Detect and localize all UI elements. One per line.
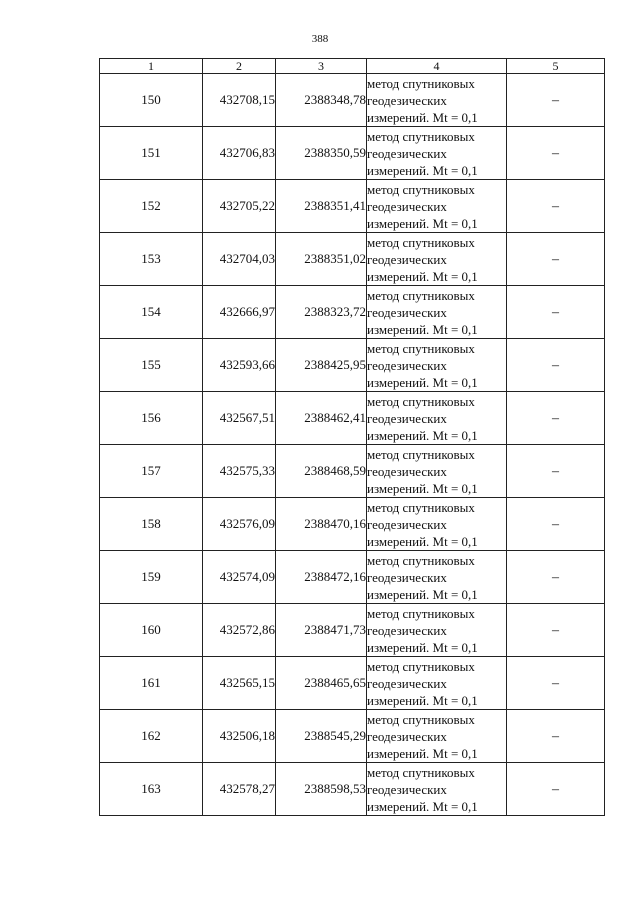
dash-mark: – [552,198,559,214]
method-cell [367,286,507,339]
method-line: геодезических [367,145,447,161]
method-cell [367,763,507,816]
point-number-cell: 158 [100,498,203,551]
y-coordinate-cell: 2388471,73 [276,604,367,657]
method-line: измерений. Mt = 0,1 [367,533,478,549]
method-cell [367,339,507,392]
header-col-4: 4 [367,59,507,74]
y-coordinate-cell: 2388351,02 [276,233,367,286]
point-number-cell: 162 [100,710,203,763]
method-line: геодезических [367,675,447,691]
note-cell [507,286,605,339]
method-cell [367,180,507,233]
method-line: измерений. Mt = 0,1 [367,268,478,284]
y-coordinate-cell: 2388470,16 [276,498,367,551]
method-line: геодезических [367,410,447,426]
method-line: измерений. Mt = 0,1 [367,692,478,708]
dash-mark: – [552,410,559,426]
method-line: геодезических [367,622,447,638]
table-row [100,180,605,233]
table-body [100,74,605,816]
y-coordinate-cell: 2388598,53 [276,763,367,816]
method-line: метод спутниковых [367,234,475,250]
point-number-cell: 154 [100,286,203,339]
note-cell [507,604,605,657]
note-cell [507,127,605,180]
x-coordinate-cell: 432704,03 [203,233,276,286]
point-number-cell: 157 [100,445,203,498]
x-coordinate-cell: 432576,09 [203,498,276,551]
method-line: геодезических [367,516,447,532]
method-cell [367,710,507,763]
header-row [100,59,605,74]
dash-mark: – [552,728,559,744]
method-line: геодезических [367,463,447,479]
method-line: измерений. Mt = 0,1 [367,745,478,761]
point-number-cell: 156 [100,392,203,445]
note-cell [507,339,605,392]
method-line: измерений. Mt = 0,1 [367,798,478,814]
note-cell [507,392,605,445]
x-coordinate-cell: 432574,09 [203,551,276,604]
method-cell [367,498,507,551]
point-number-cell: 151 [100,127,203,180]
method-line: измерений. Mt = 0,1 [367,374,478,390]
dash-mark: – [552,463,559,479]
dash-mark: – [552,357,559,373]
point-number-cell: 150 [100,74,203,127]
header-col-1: 1 [100,59,203,74]
dash-mark: – [552,622,559,638]
note-cell [507,74,605,127]
note-cell [507,710,605,763]
table-row [100,286,605,339]
x-coordinate-cell: 432578,27 [203,763,276,816]
point-number-cell: 155 [100,339,203,392]
method-line: геодезических [367,251,447,267]
table-row [100,392,605,445]
method-cell [367,657,507,710]
y-coordinate-cell: 2388348,78 [276,74,367,127]
method-cell [367,445,507,498]
method-line: геодезических [367,357,447,373]
header-col-3: 3 [276,59,367,74]
table-row [100,710,605,763]
method-line: геодезических [367,304,447,320]
method-line: геодезических [367,92,447,108]
method-cell [367,74,507,127]
dash-mark: – [552,569,559,585]
x-coordinate-cell: 432565,15 [203,657,276,710]
note-cell [507,763,605,816]
table-row [100,445,605,498]
method-line: геодезических [367,728,447,744]
table-row [100,657,605,710]
method-line: геодезических [367,569,447,585]
method-cell [367,604,507,657]
method-line: метод спутниковых [367,393,475,409]
method-line: метод спутниковых [367,340,475,356]
method-line: измерений. Mt = 0,1 [367,586,478,602]
method-line: метод спутниковых [367,764,475,780]
table-row [100,339,605,392]
method-line: измерений. Mt = 0,1 [367,109,478,125]
x-coordinate-cell: 432575,33 [203,445,276,498]
dash-mark: – [552,92,559,108]
y-coordinate-cell: 2388425,95 [276,339,367,392]
point-number-cell: 152 [100,180,203,233]
y-coordinate-cell: 2388351,41 [276,180,367,233]
method-line: метод спутниковых [367,499,475,515]
dash-mark: – [552,781,559,797]
method-line: измерений. Mt = 0,1 [367,321,478,337]
method-line: геодезических [367,198,447,214]
y-coordinate-cell: 2388472,16 [276,551,367,604]
method-cell [367,551,507,604]
y-coordinate-cell: 2388323,72 [276,286,367,339]
note-cell [507,233,605,286]
dash-mark: – [552,304,559,320]
point-number-cell: 153 [100,233,203,286]
method-line: измерений. Mt = 0,1 [367,427,478,443]
x-coordinate-cell: 432567,51 [203,392,276,445]
method-cell [367,127,507,180]
method-line: измерений. Mt = 0,1 [367,639,478,655]
x-coordinate-cell: 432705,22 [203,180,276,233]
table-row [100,604,605,657]
method-line: метод спутниковых [367,446,475,462]
method-line: измерений. Mt = 0,1 [367,480,478,496]
method-line: метод спутниковых [367,128,475,144]
y-coordinate-cell: 2388462,41 [276,392,367,445]
x-coordinate-cell: 432506,18 [203,710,276,763]
y-coordinate-cell: 2388465,65 [276,657,367,710]
table-row [100,763,605,816]
method-line: метод спутниковых [367,181,475,197]
dash-mark: – [552,675,559,691]
method-cell [367,392,507,445]
dash-mark: – [552,145,559,161]
x-coordinate-cell: 432593,66 [203,339,276,392]
table-row [100,551,605,604]
table-row [100,233,605,286]
method-line: метод спутниковых [367,605,475,621]
note-cell [507,551,605,604]
note-cell [507,657,605,710]
point-number-cell: 159 [100,551,203,604]
table-row [100,498,605,551]
method-line: метод спутниковых [367,287,475,303]
table-row [100,74,605,127]
dash-mark: – [552,516,559,532]
method-line: измерений. Mt = 0,1 [367,162,478,178]
header-col-5: 5 [507,59,605,74]
point-number-cell: 160 [100,604,203,657]
note-cell [507,445,605,498]
header-col-2: 2 [203,59,276,74]
method-line: измерений. Mt = 0,1 [367,215,478,231]
method-line: метод спутниковых [367,658,475,674]
method-line: метод спутниковых [367,711,475,727]
note-cell [507,498,605,551]
x-coordinate-cell: 432706,83 [203,127,276,180]
y-coordinate-cell: 2388545,29 [276,710,367,763]
method-line: метод спутниковых [367,552,475,568]
y-coordinate-cell: 2388468,59 [276,445,367,498]
dash-mark: – [552,251,559,267]
page-number: 388 [311,33,329,45]
x-coordinate-cell: 432572,86 [203,604,276,657]
y-coordinate-cell: 2388350,59 [276,127,367,180]
method-line: метод спутниковых [367,75,475,91]
method-cell [367,233,507,286]
x-coordinate-cell: 432666,97 [203,286,276,339]
note-cell [507,180,605,233]
method-line: геодезических [367,781,447,797]
point-number-cell: 163 [100,763,203,816]
point-number-cell: 161 [100,657,203,710]
coordinates-table [99,58,605,816]
table-row [100,127,605,180]
x-coordinate-cell: 432708,15 [203,74,276,127]
